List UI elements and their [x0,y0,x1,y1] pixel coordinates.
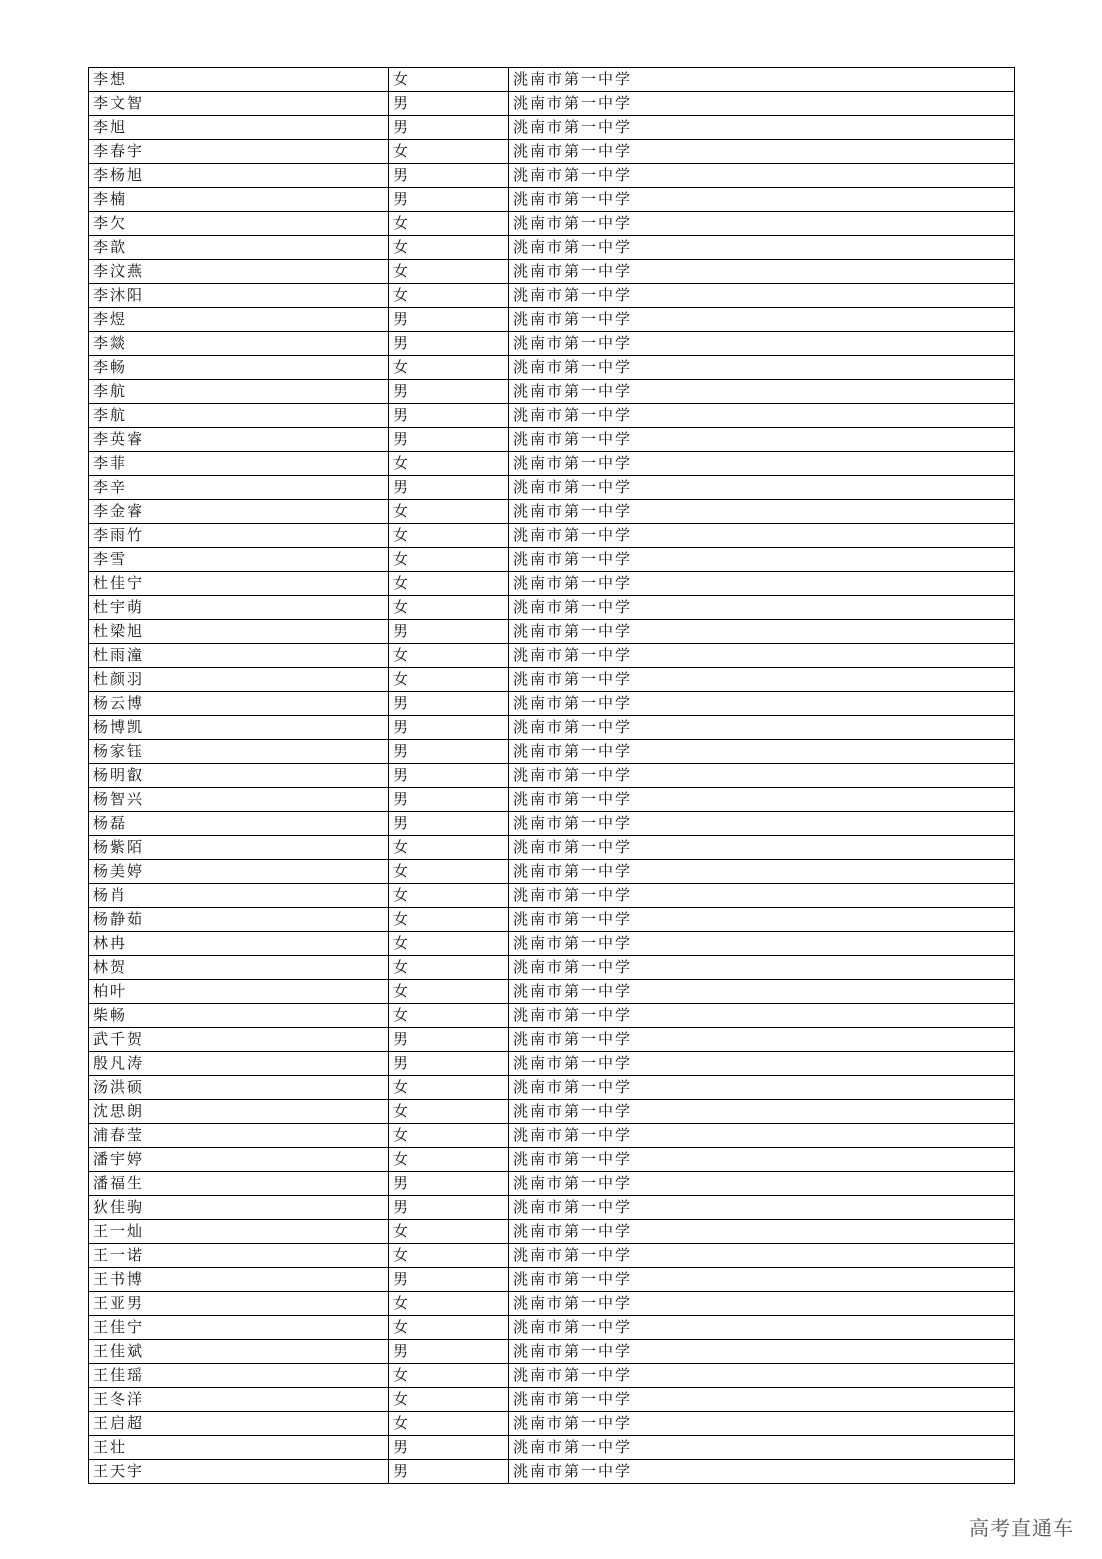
gender-cell: 男 [389,164,509,188]
name-cell: 王亚男 [89,1292,389,1316]
gender-cell: 女 [389,956,509,980]
student-roster-table [88,67,1015,1484]
table-row [89,1028,1015,1052]
table-row [89,212,1015,236]
table-row [89,1076,1015,1100]
gender-cell: 女 [389,356,509,380]
gender-cell: 男 [389,476,509,500]
gender-cell: 男 [389,1460,509,1484]
gender-cell: 男 [389,404,509,428]
name-cell: 杨肖 [89,884,389,908]
school-cell: 洮南市第一中学 [509,1436,1015,1460]
name-cell: 杨磊 [89,812,389,836]
school-cell: 洮南市第一中学 [509,1028,1015,1052]
table-row [89,1124,1015,1148]
table-row [89,1148,1015,1172]
roster-body [89,68,1015,1484]
school-cell: 洮南市第一中学 [509,308,1015,332]
table-row [89,1220,1015,1244]
gender-cell: 男 [389,1436,509,1460]
table-row [89,1364,1015,1388]
school-cell: 洮南市第一中学 [509,548,1015,572]
name-cell: 王书博 [89,1268,389,1292]
gender-cell: 女 [389,884,509,908]
name-cell: 李菲 [89,452,389,476]
school-cell: 洮南市第一中学 [509,1388,1015,1412]
name-cell: 李畅 [89,356,389,380]
gender-cell: 女 [389,284,509,308]
table-row [89,92,1015,116]
school-cell: 洮南市第一中学 [509,1364,1015,1388]
school-cell: 洮南市第一中学 [509,284,1015,308]
table-row [89,1268,1015,1292]
gender-cell: 男 [389,740,509,764]
table-row [89,956,1015,980]
school-cell: 洮南市第一中学 [509,1268,1015,1292]
table-row [89,1052,1015,1076]
name-cell: 李雨竹 [89,524,389,548]
gender-cell: 男 [389,788,509,812]
school-cell: 洮南市第一中学 [509,404,1015,428]
gender-cell: 男 [389,308,509,332]
table-row [89,188,1015,212]
school-cell: 洮南市第一中学 [509,1460,1015,1484]
name-cell: 李航 [89,380,389,404]
name-cell: 潘福生 [89,1172,389,1196]
table-row [89,1172,1015,1196]
gender-cell: 男 [389,1052,509,1076]
table-row [89,1436,1015,1460]
gender-cell: 女 [389,572,509,596]
school-cell: 洮南市第一中学 [509,356,1015,380]
gender-cell: 女 [389,1004,509,1028]
name-cell: 李杨旭 [89,164,389,188]
gender-cell: 女 [389,212,509,236]
school-cell: 洮南市第一中学 [509,452,1015,476]
table-row [89,404,1015,428]
gender-cell: 女 [389,596,509,620]
name-cell: 李旭 [89,116,389,140]
school-cell: 洮南市第一中学 [509,260,1015,284]
table-row [89,860,1015,884]
table-row [89,596,1015,620]
table-row [89,284,1015,308]
school-cell: 洮南市第一中学 [509,908,1015,932]
table-row [89,476,1015,500]
name-cell: 王冬洋 [89,1388,389,1412]
name-cell: 王壮 [89,1436,389,1460]
gender-cell: 女 [389,668,509,692]
table-row [89,1292,1015,1316]
gender-cell: 男 [389,812,509,836]
school-cell: 洮南市第一中学 [509,644,1015,668]
name-cell: 武千贺 [89,1028,389,1052]
table-row [89,812,1015,836]
name-cell: 王一灿 [89,1220,389,1244]
table-row [89,1340,1015,1364]
gender-cell: 男 [389,92,509,116]
school-cell: 洮南市第一中学 [509,596,1015,620]
name-cell: 王启超 [89,1412,389,1436]
school-cell: 洮南市第一中学 [509,1244,1015,1268]
name-cell: 杨家钰 [89,740,389,764]
school-cell: 洮南市第一中学 [509,1220,1015,1244]
name-cell: 李春宇 [89,140,389,164]
name-cell: 李汶燕 [89,260,389,284]
school-cell: 洮南市第一中学 [509,236,1015,260]
school-cell: 洮南市第一中学 [509,476,1015,500]
school-cell: 洮南市第一中学 [509,764,1015,788]
gender-cell: 女 [389,1292,509,1316]
table-row [89,1196,1015,1220]
name-cell: 王一诺 [89,1244,389,1268]
table-row [89,908,1015,932]
gender-cell: 男 [389,428,509,452]
school-cell: 洮南市第一中学 [509,740,1015,764]
name-cell: 李欠 [89,212,389,236]
gender-cell: 男 [389,1028,509,1052]
gender-cell: 男 [389,764,509,788]
table-row [89,524,1015,548]
name-cell: 汤洪硕 [89,1076,389,1100]
gender-cell: 女 [389,260,509,284]
name-cell: 柏叶 [89,980,389,1004]
table-row [89,356,1015,380]
table-row [89,1388,1015,1412]
table-row [89,1460,1015,1484]
watermark-text: 高考直通车 [969,1516,1074,1540]
table-row [89,884,1015,908]
school-cell: 洮南市第一中学 [509,188,1015,212]
gender-cell: 女 [389,1148,509,1172]
gender-cell: 女 [389,1076,509,1100]
school-cell: 洮南市第一中学 [509,812,1015,836]
name-cell: 李燚 [89,332,389,356]
table-row [89,572,1015,596]
gender-cell: 女 [389,644,509,668]
name-cell: 柴畅 [89,1004,389,1028]
table-row [89,308,1015,332]
gender-cell: 女 [389,860,509,884]
name-cell: 潘宇婷 [89,1148,389,1172]
name-cell: 李煜 [89,308,389,332]
school-cell: 洮南市第一中学 [509,92,1015,116]
school-cell: 洮南市第一中学 [509,836,1015,860]
name-cell: 李航 [89,404,389,428]
name-cell: 杨智兴 [89,788,389,812]
school-cell: 洮南市第一中学 [509,620,1015,644]
name-cell: 李文智 [89,92,389,116]
school-cell: 洮南市第一中学 [509,884,1015,908]
table-row [89,164,1015,188]
table-row [89,788,1015,812]
table-row [89,1412,1015,1436]
school-cell: 洮南市第一中学 [509,212,1015,236]
gender-cell: 男 [389,188,509,212]
gender-cell: 女 [389,908,509,932]
name-cell: 杜雨潼 [89,644,389,668]
school-cell: 洮南市第一中学 [509,332,1015,356]
name-cell: 李英睿 [89,428,389,452]
name-cell: 林贺 [89,956,389,980]
gender-cell: 男 [389,692,509,716]
table-row [89,332,1015,356]
gender-cell: 女 [389,1220,509,1244]
school-cell: 洮南市第一中学 [509,1196,1015,1220]
name-cell: 狄佳驹 [89,1196,389,1220]
school-cell: 洮南市第一中学 [509,980,1015,1004]
gender-cell: 女 [389,140,509,164]
school-cell: 洮南市第一中学 [509,1340,1015,1364]
school-cell: 洮南市第一中学 [509,788,1015,812]
table-row [89,740,1015,764]
name-cell: 杨博凯 [89,716,389,740]
table-row [89,260,1015,284]
table-row [89,236,1015,260]
name-cell: 杜颜羽 [89,668,389,692]
school-cell: 洮南市第一中学 [509,956,1015,980]
gender-cell: 女 [389,548,509,572]
school-cell: 洮南市第一中学 [509,1148,1015,1172]
school-cell: 洮南市第一中学 [509,428,1015,452]
gender-cell: 女 [389,980,509,1004]
table-row [89,620,1015,644]
table-row [89,380,1015,404]
name-cell: 王佳斌 [89,1340,389,1364]
school-cell: 洮南市第一中学 [509,500,1015,524]
gender-cell: 女 [389,524,509,548]
name-cell: 李雪 [89,548,389,572]
gender-cell: 女 [389,236,509,260]
name-cell: 王佳瑶 [89,1364,389,1388]
gender-cell: 男 [389,620,509,644]
school-cell: 洮南市第一中学 [509,716,1015,740]
name-cell: 杜宇萌 [89,596,389,620]
gender-cell: 男 [389,380,509,404]
school-cell: 洮南市第一中学 [509,140,1015,164]
table-row [89,1100,1015,1124]
gender-cell: 女 [389,1364,509,1388]
table-row [89,644,1015,668]
gender-cell: 女 [389,68,509,92]
gender-cell: 女 [389,1316,509,1340]
name-cell: 杨紫陌 [89,836,389,860]
name-cell: 沈思朗 [89,1100,389,1124]
table-row [89,1316,1015,1340]
school-cell: 洮南市第一中学 [509,1316,1015,1340]
school-cell: 洮南市第一中学 [509,932,1015,956]
school-cell: 洮南市第一中学 [509,1100,1015,1124]
name-cell: 杨静茹 [89,908,389,932]
gender-cell: 女 [389,500,509,524]
table-row [89,764,1015,788]
gender-cell: 女 [389,1100,509,1124]
name-cell: 李想 [89,68,389,92]
gender-cell: 女 [389,1244,509,1268]
table-row [89,548,1015,572]
school-cell: 洮南市第一中学 [509,1172,1015,1196]
name-cell: 林冉 [89,932,389,956]
school-cell: 洮南市第一中学 [509,1412,1015,1436]
school-cell: 洮南市第一中学 [509,1076,1015,1100]
gender-cell: 女 [389,836,509,860]
name-cell: 王天宇 [89,1460,389,1484]
gender-cell: 女 [389,1124,509,1148]
name-cell: 李辛 [89,476,389,500]
name-cell: 李沐阳 [89,284,389,308]
table-row [89,980,1015,1004]
name-cell: 杜梁旭 [89,620,389,644]
school-cell: 洮南市第一中学 [509,860,1015,884]
name-cell: 李金睿 [89,500,389,524]
table-row [89,116,1015,140]
school-cell: 洮南市第一中学 [509,68,1015,92]
table-row [89,668,1015,692]
gender-cell: 女 [389,932,509,956]
school-cell: 洮南市第一中学 [509,1052,1015,1076]
name-cell: 李楠 [89,188,389,212]
gender-cell: 男 [389,1340,509,1364]
table-row [89,500,1015,524]
name-cell: 杨美婷 [89,860,389,884]
name-cell: 杜佳宁 [89,572,389,596]
name-cell: 李歆 [89,236,389,260]
name-cell: 浦春莹 [89,1124,389,1148]
school-cell: 洮南市第一中学 [509,572,1015,596]
table-row [89,452,1015,476]
gender-cell: 女 [389,452,509,476]
name-cell: 杨明叡 [89,764,389,788]
table-row [89,1004,1015,1028]
school-cell: 洮南市第一中学 [509,524,1015,548]
table-row [89,68,1015,92]
school-cell: 洮南市第一中学 [509,380,1015,404]
name-cell: 王佳宁 [89,1316,389,1340]
name-cell: 殷凡涛 [89,1052,389,1076]
school-cell: 洮南市第一中学 [509,1124,1015,1148]
table-row [89,692,1015,716]
school-cell: 洮南市第一中学 [509,1004,1015,1028]
gender-cell: 男 [389,332,509,356]
school-cell: 洮南市第一中学 [509,668,1015,692]
table-row [89,140,1015,164]
school-cell: 洮南市第一中学 [509,1292,1015,1316]
gender-cell: 男 [389,1268,509,1292]
table-row [89,428,1015,452]
table-row [89,1244,1015,1268]
gender-cell: 男 [389,1196,509,1220]
gender-cell: 女 [389,1412,509,1436]
school-cell: 洮南市第一中学 [509,692,1015,716]
gender-cell: 男 [389,1172,509,1196]
name-cell: 杨云博 [89,692,389,716]
gender-cell: 男 [389,716,509,740]
table-row [89,716,1015,740]
table-row [89,836,1015,860]
table-row [89,932,1015,956]
school-cell: 洮南市第一中学 [509,164,1015,188]
gender-cell: 女 [389,1388,509,1412]
school-cell: 洮南市第一中学 [509,116,1015,140]
gender-cell: 男 [389,116,509,140]
